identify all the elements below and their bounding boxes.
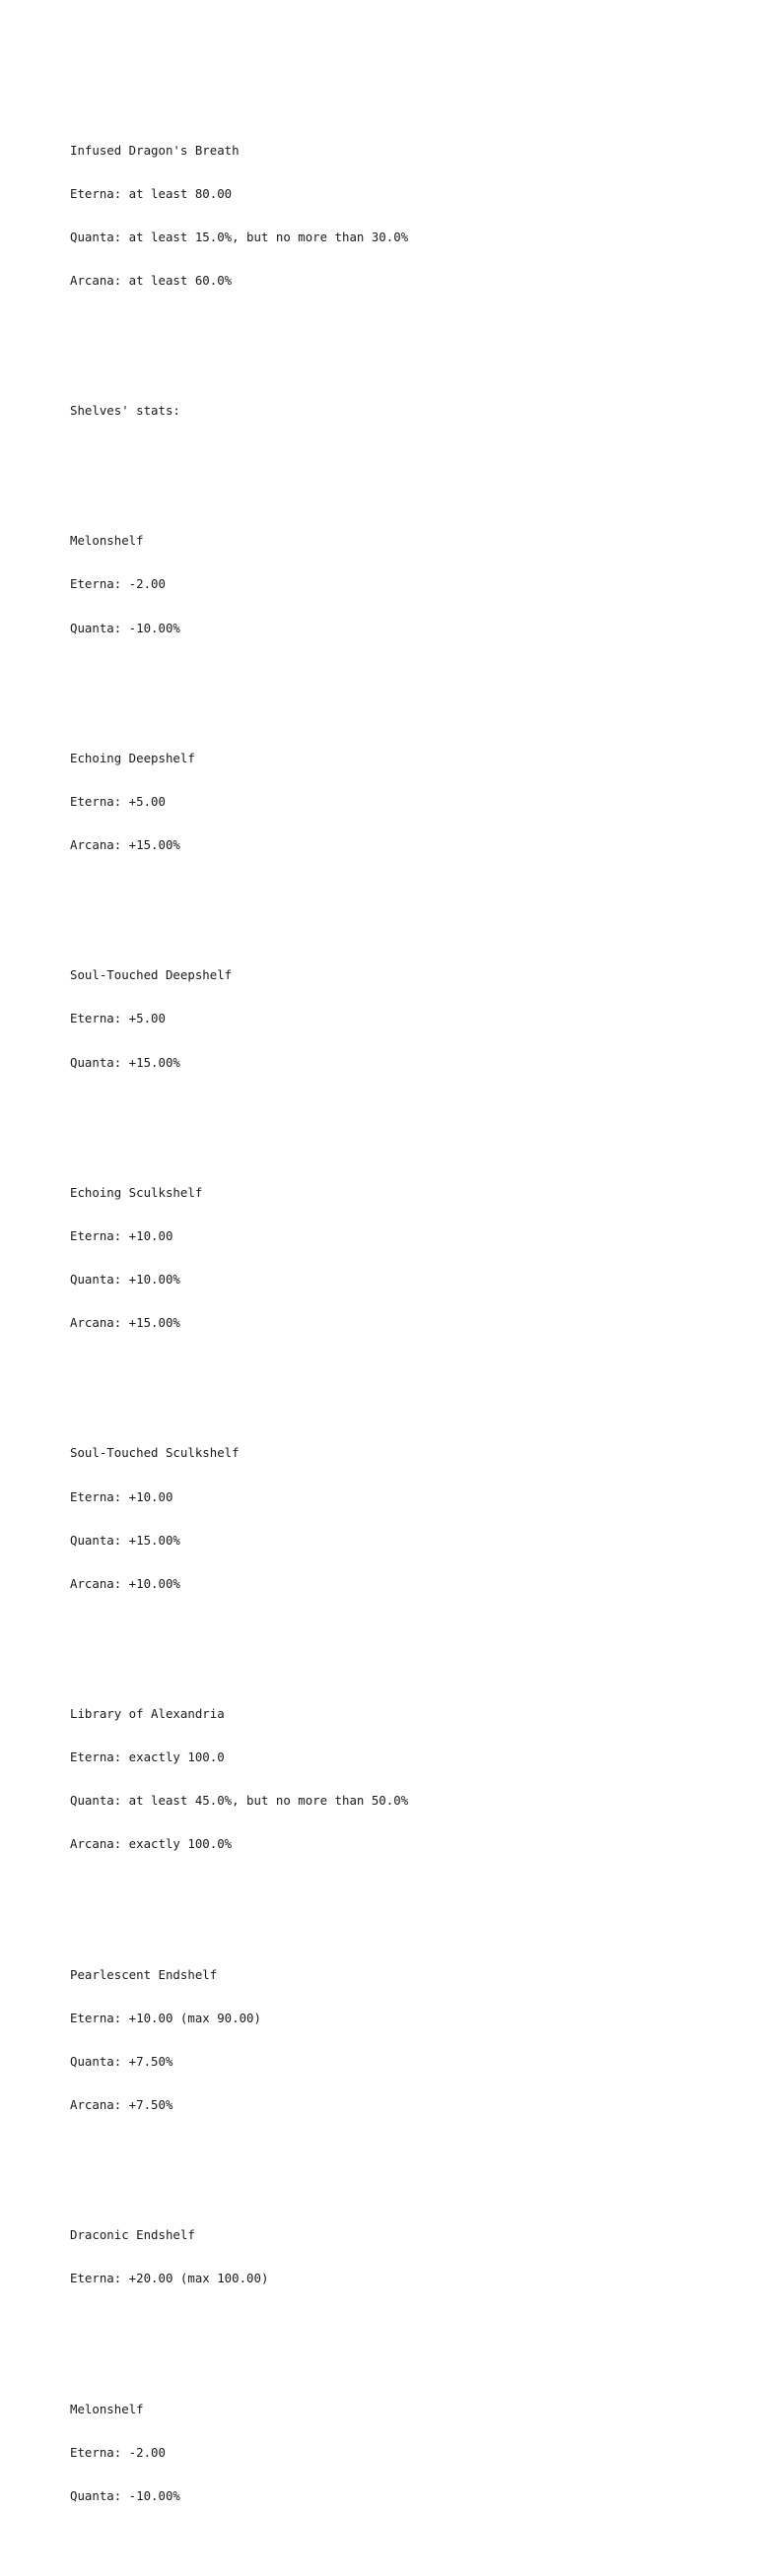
shelf-stat: Arcana: +15.00% bbox=[70, 1315, 180, 1331]
shelf-stat: Quanta: +15.00% bbox=[70, 1532, 180, 1548]
shelf-stat: Quanta: +15.00% bbox=[70, 1054, 180, 1070]
shelf-block bbox=[70, 1939, 740, 2142]
shelf-stat: Eterna: -2.00 bbox=[70, 576, 166, 592]
shelf-name: Melonshelf bbox=[70, 2401, 144, 2416]
shelf-stat: Arcana: +15.00% bbox=[70, 837, 180, 853]
shelf-stat: Arcana: +7.50% bbox=[70, 2096, 173, 2112]
shelf-stat: Eterna: +5.00 bbox=[70, 793, 166, 809]
shelves-heading-block bbox=[70, 375, 740, 448]
shelf-stat: Eterna: +10.00 (max 90.00) bbox=[70, 2010, 261, 2025]
shelf-stat: Quanta: -10.00% bbox=[70, 2487, 180, 2503]
shelf-name: Soul-Touched Sculkshelf bbox=[70, 1445, 240, 1461]
requirement-block bbox=[70, 114, 740, 317]
requirement-title: Infused Dragon's Breath bbox=[70, 142, 240, 158]
shelf-stat: Eterna: +20.00 (max 100.00) bbox=[70, 2271, 269, 2286]
shelf-stat: Eterna: +5.00 bbox=[70, 1011, 166, 1026]
document-page bbox=[70, 71, 740, 2576]
shelf-block bbox=[70, 2373, 740, 2533]
shelf-stat: Arcana: +10.00% bbox=[70, 1575, 180, 1591]
requirement-line: Arcana: at least 60.0% bbox=[70, 272, 233, 288]
shelf-stat: Eterna: +10.00 bbox=[70, 1227, 173, 1243]
requirement-line: Eterna: at least 80.00 bbox=[70, 185, 233, 201]
requirement-line: Quanta: at least 15.0%, but no more than 30.0% bbox=[70, 229, 409, 244]
shelf-stat: Eterna: exactly 100.0 bbox=[70, 1750, 225, 1765]
shelf-name: Pearlescent Endshelf bbox=[70, 1966, 218, 1982]
shelf-stat: Quanta: +7.50% bbox=[70, 2053, 173, 2069]
shelf-block bbox=[70, 2200, 740, 2316]
shelf-block bbox=[70, 1418, 740, 1620]
shelf-stat: Quanta: at least 45.0%, but no more than 50.0% bbox=[70, 1793, 409, 1809]
shelves-heading: Shelves' stats: bbox=[70, 403, 180, 419]
shelf-name: Echoing Deepshelf bbox=[70, 750, 195, 765]
shelf-name: Library of Alexandria bbox=[70, 1706, 225, 1721]
shelf-stat: Arcana: exactly 100.0% bbox=[70, 1836, 233, 1852]
shelf-name: Draconic Endshelf bbox=[70, 2227, 195, 2243]
shelf-stat: Eterna: +10.00 bbox=[70, 1488, 173, 1504]
shelf-name: Echoing Sculkshelf bbox=[70, 1184, 203, 1200]
shelf-stat: Quanta: +10.00% bbox=[70, 1272, 180, 1288]
shelf-block bbox=[70, 940, 740, 1099]
shelf-block bbox=[70, 1156, 740, 1359]
shelf-block bbox=[70, 722, 740, 882]
shelf-stat: Eterna: -2.00 bbox=[70, 2444, 166, 2460]
shelf-name: Melonshelf bbox=[70, 533, 144, 549]
shelf-name: Soul-Touched Deepshelf bbox=[70, 967, 233, 983]
shelf-stat: Quanta: -10.00% bbox=[70, 620, 180, 635]
shelf-block bbox=[70, 1679, 740, 1882]
shelf-block bbox=[70, 505, 740, 665]
